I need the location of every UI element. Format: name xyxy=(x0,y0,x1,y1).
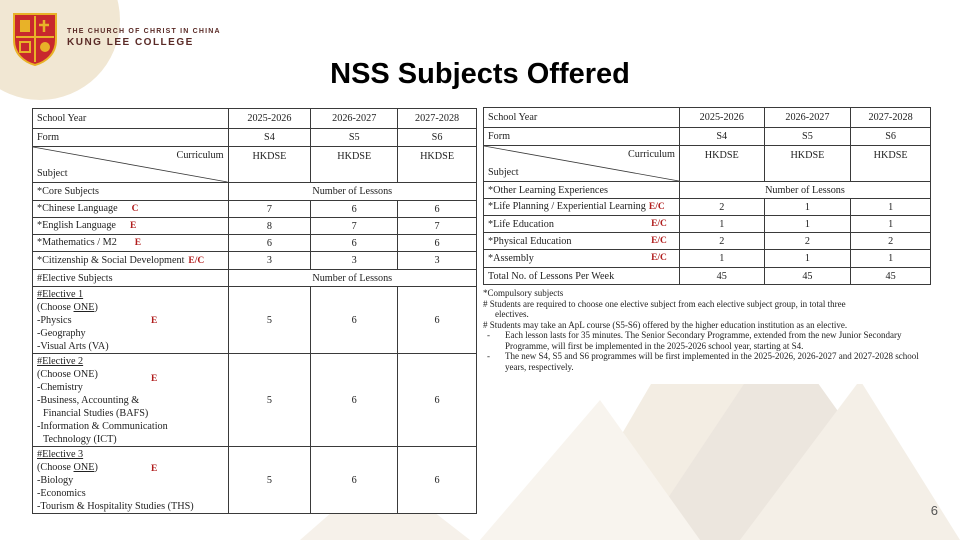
lesson-value: 1 xyxy=(764,250,851,268)
note-implementation: The new S4, S5 and S6 programmes will be first implemented in the 2025-2026, 2026-2027 and 2027-2028 school years, respectively. xyxy=(505,351,919,372)
lesson-value: 2 xyxy=(764,233,851,250)
elective-choose: (Choose ONE) xyxy=(37,369,98,380)
total-label: Total No. of Lessons Per Week xyxy=(484,268,680,285)
language-tag: C xyxy=(131,204,139,214)
language-tag: E/C xyxy=(651,253,667,263)
footnotes xyxy=(483,288,931,384)
other-learning-table xyxy=(483,107,931,285)
page-number: 6 xyxy=(930,503,938,518)
form-label: Form xyxy=(484,128,680,146)
table-row xyxy=(484,108,931,128)
lessons-header: Number of Lessons xyxy=(679,182,930,199)
subject-cell xyxy=(484,233,680,250)
subject-name: *Mathematics / M2 xyxy=(37,237,117,248)
lesson-value: 2 xyxy=(679,199,764,216)
curriculum-cell: HKDSE xyxy=(311,147,398,183)
table-row xyxy=(33,287,477,354)
lesson-value: 6 xyxy=(311,287,398,354)
elective-subject: -Visual Arts (VA) xyxy=(37,341,109,352)
subject-name: *Life Education xyxy=(488,218,554,230)
year-cell: 2026-2027 xyxy=(311,109,398,129)
note-bullet xyxy=(483,351,931,372)
note-apl: # Students may take an ApL course (S5-S6) offered by the higher education institution as an elective. xyxy=(483,319,848,330)
table-row xyxy=(484,182,931,199)
subject-cell xyxy=(484,216,680,233)
elective-subject: -Business, Accounting & xyxy=(37,395,140,406)
lesson-value: 1 xyxy=(851,199,931,216)
language-tag: E xyxy=(151,464,158,474)
table-row xyxy=(33,270,477,287)
elective-choose xyxy=(37,461,224,474)
note-bullet xyxy=(483,330,931,351)
school-name xyxy=(67,28,221,48)
slide-title: NSS Subjects Offered xyxy=(330,58,630,90)
lesson-value: 6 xyxy=(228,235,311,252)
year-cell: 2025-2026 xyxy=(228,109,311,129)
lesson-value: 6 xyxy=(398,354,477,447)
subject-name: *Physical Education xyxy=(488,235,572,247)
note-compulsory: *Compulsory subjects xyxy=(483,288,564,298)
table-row xyxy=(33,447,477,514)
table-row xyxy=(484,216,931,233)
curriculum-cell: HKDSE xyxy=(679,146,764,182)
lesson-value: 7 xyxy=(398,218,477,235)
curriculum-subject-header xyxy=(33,147,229,183)
lesson-value: 6 xyxy=(398,447,477,514)
lesson-value: 3 xyxy=(228,252,311,270)
lesson-value: 7 xyxy=(228,201,311,218)
core-subjects-label: *Core Subjects xyxy=(33,183,229,201)
table-row xyxy=(484,233,931,250)
table-row xyxy=(33,109,477,129)
form-label: Form xyxy=(33,129,229,147)
table-row xyxy=(33,201,477,218)
elective-choose xyxy=(37,301,224,314)
language-tag: E xyxy=(134,238,142,248)
table-row xyxy=(33,252,477,270)
lesson-value: 6 xyxy=(398,235,477,252)
choose-text: ) xyxy=(94,302,98,313)
school-name-line1: THE CHURCH OF CHRIST IN CHINA xyxy=(67,28,221,35)
subject-name: *Citizenship & Social Development xyxy=(37,254,185,266)
lesson-value: 1 xyxy=(679,250,764,268)
total-value: 45 xyxy=(851,268,931,285)
curriculum-label: Curriculum xyxy=(627,149,675,160)
subject-cell xyxy=(33,218,229,235)
lesson-value: 3 xyxy=(311,252,398,270)
subject-cell xyxy=(33,252,229,270)
elective-subject: -Physics xyxy=(37,315,72,326)
table-row xyxy=(484,250,931,268)
lesson-value: 1 xyxy=(679,216,764,233)
table-row xyxy=(33,218,477,235)
elective-subject: -Information & Communication xyxy=(37,421,168,432)
subject-cell xyxy=(484,199,680,216)
language-tag: E/C xyxy=(188,255,205,266)
table-row xyxy=(33,354,477,447)
language-tag: E xyxy=(151,316,158,326)
table-row xyxy=(33,235,477,252)
bullet-dash: - xyxy=(487,351,490,361)
lessons-header: Number of Lessons xyxy=(228,270,476,287)
bullet-dash: - xyxy=(487,330,490,340)
table-row xyxy=(33,183,477,201)
choose-one: ONE xyxy=(73,462,95,473)
elective-subject: -Chemistry xyxy=(37,382,83,393)
elective-subject: -Economics xyxy=(37,488,86,499)
lesson-value: 7 xyxy=(311,218,398,235)
school-year-label: School Year xyxy=(484,108,680,128)
elective-subject: -Geography xyxy=(37,328,86,339)
table-row xyxy=(33,147,477,183)
lesson-value: 1 xyxy=(851,250,931,268)
subject-cell xyxy=(33,201,229,218)
lesson-value: 6 xyxy=(398,287,477,354)
form-cell: S5 xyxy=(311,129,398,147)
total-value: 45 xyxy=(679,268,764,285)
curriculum-subject-header xyxy=(484,146,680,182)
lesson-value: 8 xyxy=(228,218,311,235)
language-tag: E xyxy=(151,374,158,384)
curriculum-cell: HKDSE xyxy=(398,147,477,183)
choose-one: ONE xyxy=(73,302,95,313)
note-electives: # Students are required to choose one elective subject from each elective subject group, in total three xyxy=(483,298,846,309)
language-tag: E xyxy=(129,221,137,231)
lesson-value: 6 xyxy=(398,201,477,218)
form-cell: S6 xyxy=(398,129,477,147)
elective-subject: -Tourism & Hospitality Studies (THS) xyxy=(37,501,194,512)
subject-name: *English Language xyxy=(37,220,116,231)
total-value: 45 xyxy=(764,268,851,285)
form-cell: S6 xyxy=(851,128,931,146)
choose-text: (Choose xyxy=(37,462,74,473)
curriculum-cell: HKDSE xyxy=(228,147,311,183)
form-cell: S4 xyxy=(228,129,311,147)
elective-group-1 xyxy=(33,287,229,354)
table-row xyxy=(484,268,931,285)
language-tag: E/C xyxy=(648,202,665,212)
lesson-value: 6 xyxy=(311,235,398,252)
choose-text: ) xyxy=(94,462,98,473)
elective-title: #Elective 2 xyxy=(37,356,84,367)
school-year-label: School Year xyxy=(33,109,229,129)
lesson-value: 2 xyxy=(851,233,931,250)
year-cell: 2027-2028 xyxy=(851,108,931,128)
elective-title: #Elective 3 xyxy=(37,449,84,460)
year-cell: 2027-2028 xyxy=(398,109,477,129)
elective-subject: -Biology xyxy=(37,475,74,486)
note-lesson-length: Each lesson lasts for 35 minutes. The Senior Secondary Programme, extended from the new Junior Secondary Programme, will first be implemented in the 2025-2026 school year, starting at S4. xyxy=(505,330,902,351)
lesson-value: 3 xyxy=(398,252,477,270)
table-row xyxy=(484,199,931,216)
language-tag: E/C xyxy=(651,235,667,246)
elective-title: #Elective 1 xyxy=(37,289,84,300)
lesson-value: 5 xyxy=(228,287,311,354)
lesson-value: 1 xyxy=(764,216,851,233)
subject-name: *Life Planning / Experiential Learning xyxy=(488,201,646,212)
elective-subjects-label: #Elective Subjects xyxy=(33,270,229,287)
subject-cell xyxy=(33,235,229,252)
choose-text: (Choose xyxy=(37,302,74,313)
lesson-value: 1 xyxy=(851,216,931,233)
language-tag: E/C xyxy=(651,218,667,229)
lesson-value: 2 xyxy=(679,233,764,250)
curriculum-label: Curriculum xyxy=(176,150,224,161)
subject-name: *Assembly xyxy=(488,253,534,264)
ole-label: *Other Learning Experiences xyxy=(484,182,680,199)
table-row xyxy=(33,129,477,147)
subject-label: Subject xyxy=(37,168,68,179)
year-cell: 2025-2026 xyxy=(679,108,764,128)
form-cell: S4 xyxy=(679,128,764,146)
subject-label: Subject xyxy=(488,167,519,178)
core-elective-table xyxy=(32,108,477,514)
elective-group-2 xyxy=(33,354,229,447)
year-cell: 2026-2027 xyxy=(764,108,851,128)
lesson-value: 6 xyxy=(311,447,398,514)
elective-subject: Technology (ICT) xyxy=(43,434,117,445)
subject-cell xyxy=(484,250,680,268)
lessons-header: Number of Lessons xyxy=(228,183,476,201)
subject-name: *Chinese Language xyxy=(37,203,118,214)
school-name-line2: KUNG LEE COLLEGE xyxy=(67,37,194,48)
lesson-value: 6 xyxy=(311,354,398,447)
lesson-value: 1 xyxy=(764,199,851,216)
lesson-value: 6 xyxy=(311,201,398,218)
curriculum-cell: HKDSE xyxy=(764,146,851,182)
elective-subject: Financial Studies (BAFS) xyxy=(43,408,149,419)
elective-group-3 xyxy=(33,447,229,514)
table-row xyxy=(484,128,931,146)
form-cell: S5 xyxy=(764,128,851,146)
curriculum-cell: HKDSE xyxy=(851,146,931,182)
lesson-value: 5 xyxy=(228,354,311,447)
note-electives-cont: electives. xyxy=(495,309,529,319)
lesson-value: 5 xyxy=(228,447,311,514)
table-row xyxy=(484,146,931,182)
